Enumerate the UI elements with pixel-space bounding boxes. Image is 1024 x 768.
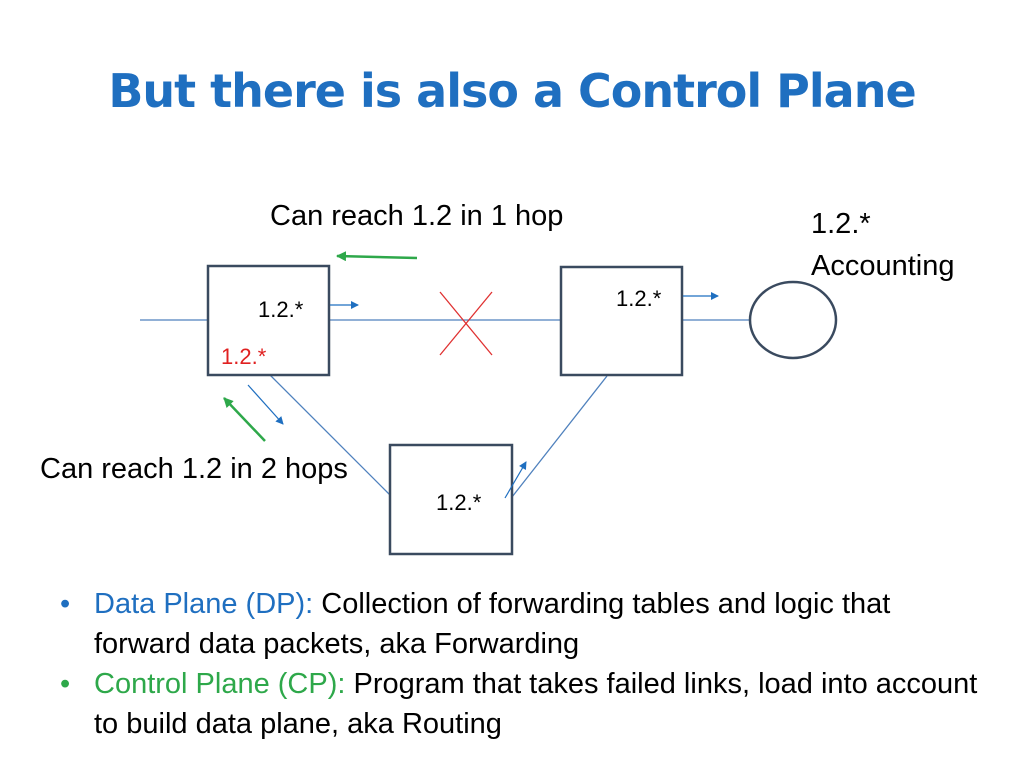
bullet-control-plane — [60, 664, 990, 744]
data-plane-definition: Collection of forwarding tables and logic that forward data packets, aka Forwarding — [94, 588, 891, 660]
green-arrow-bottom — [224, 398, 265, 441]
destination-prefix: 1.2.* — [811, 208, 871, 240]
bullet-marker: • — [60, 588, 71, 620]
green-arrow-top — [337, 256, 417, 258]
top-reach-label: Can reach 1.2 in 1 hop — [270, 200, 564, 232]
bullet-data-plane — [60, 584, 990, 664]
control-plane-definition: Program that takes failed links, load into account to build data plane, aka Routing — [94, 668, 978, 740]
link-failure-x-icon — [440, 292, 492, 355]
bullet-marker: • — [60, 668, 71, 700]
destination-name: Accounting — [811, 250, 955, 282]
router-left-entry-alt: 1.2.* — [221, 344, 267, 369]
slide-title: But there is also a Control Plane — [108, 64, 916, 118]
bottom-reach-label: Can reach 1.2 in 2 hops — [40, 453, 348, 485]
router-left-entry: 1.2.* — [258, 297, 304, 322]
accounting-host — [750, 282, 836, 358]
router-bottom-entry: 1.2.* — [436, 490, 482, 515]
router-right-entry: 1.2.* — [616, 286, 662, 311]
data-plane-term: Data Plane (DP): — [94, 588, 314, 620]
definitions-list — [60, 584, 990, 744]
control-plane-term: Control Plane (CP): — [94, 668, 346, 700]
router-right — [561, 267, 682, 375]
blue-arrow-left-down — [248, 385, 283, 424]
link-bottom-right — [512, 376, 607, 497]
